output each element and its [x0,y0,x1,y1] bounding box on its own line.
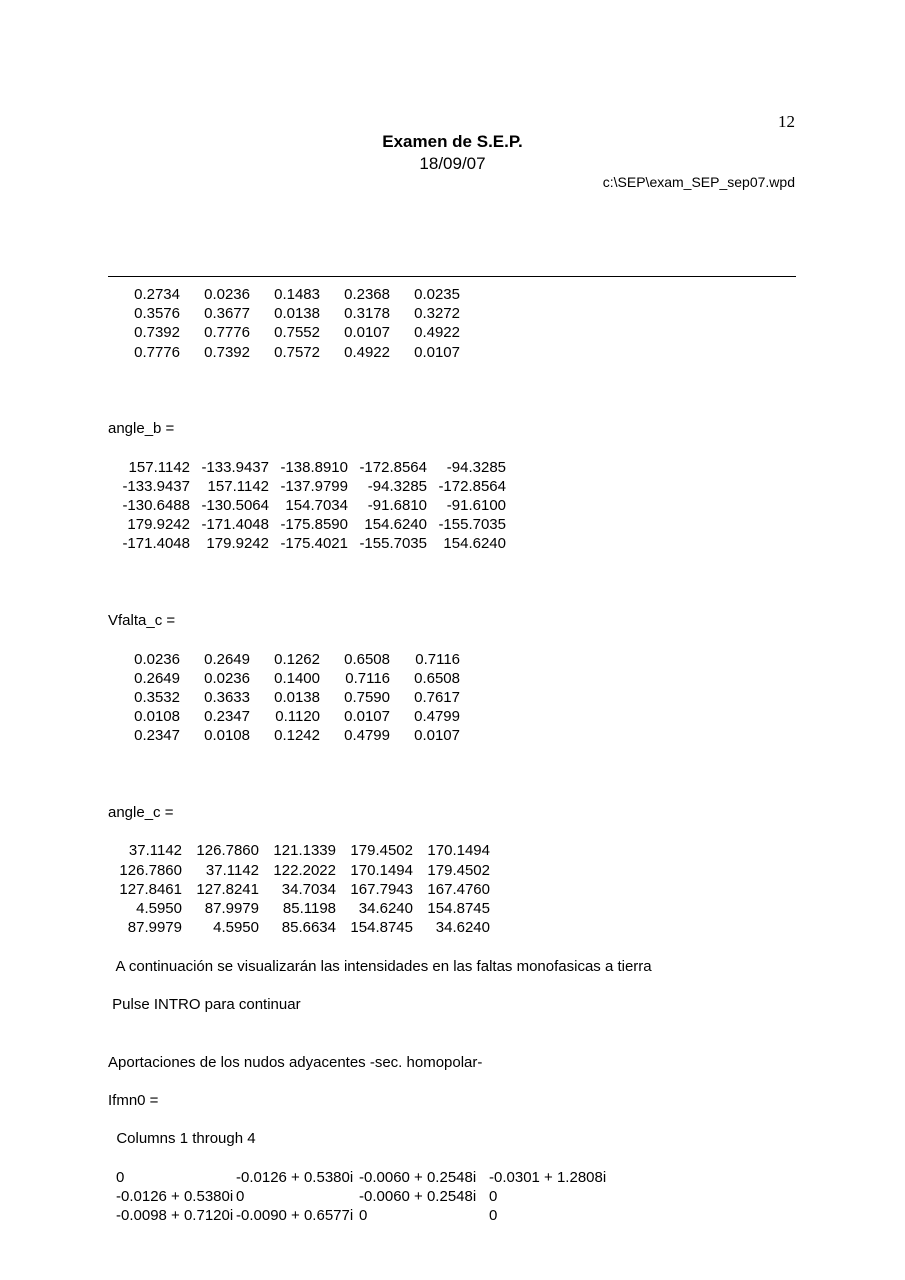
matrix-cell: -133.9437 [122,477,190,495]
matrix-cell: 0.4799 [414,708,460,726]
matrix-cell: -94.3285 [446,458,506,476]
matrix-row [108,669,652,688]
matrix-row [108,304,652,323]
matrix-cell: 0.2347 [134,727,180,745]
ifmn0-matrix [108,1168,652,1226]
matrix-row [108,1206,652,1225]
matrix-cell: 37.1142 [205,861,259,879]
matrix-cell: 0.7392 [204,343,250,361]
matrix-cell: 0.0107 [414,727,460,745]
matrix-cell: 87.9979 [204,900,259,918]
matrix-cell: -130.5064 [201,497,269,515]
matrix-cell: -175.8590 [280,516,348,534]
matrix-row [108,841,652,860]
matrix-cell: 0.3272 [414,305,460,323]
matrix-row [108,688,652,707]
matrix-row [108,707,652,726]
matrix-cell: 0.0236 [204,286,250,303]
angle-b-matrix [108,458,652,554]
matrix-row [108,323,652,342]
matrix-cell: 34.6240 [435,919,490,937]
matrix-row [108,861,652,880]
matrix-cell: 179.9242 [206,535,269,553]
matrix-cell: 0.3576 [134,305,180,323]
matrix-cell: 126.7860 [119,861,182,879]
matrix-cell: 0.7617 [414,688,460,706]
matrix-cell: 0.0108 [134,708,180,726]
matrix-cell: 167.7943 [350,880,413,898]
matrix-cell: 0.4922 [344,343,390,361]
matrix-cell: 0.0138 [274,688,320,706]
matrix-cell: 0.2734 [134,286,180,303]
matrix-cell: -0.0090 + 0.6577i [236,1207,354,1225]
matrix-row [108,918,652,937]
matrix-cell: 0.2368 [344,286,390,303]
page-date: 18/09/07 [419,154,486,173]
matrix-cell: 0 [489,1207,498,1225]
matrix-cell: 0 [489,1187,498,1205]
matrix-cell: 0.0107 [344,708,390,726]
matrix-top [108,285,652,362]
matrix-cell: 127.8241 [196,880,259,898]
matrix-cell: 121.1339 [273,842,336,860]
matrix-cell: 85.1198 [282,900,336,918]
ifmn0-label: Ifmn0 = [108,1091,159,1109]
matrix-cell: 0.1242 [274,727,320,745]
matrix-cell: -155.7035 [359,535,427,553]
matrix-cell: 167.4760 [427,880,490,898]
matrix-cell: -91.6810 [367,497,427,515]
matrix-cell: -138.8910 [280,458,348,476]
matrix-cell: 0.0108 [204,727,250,745]
matrix-cell: -0.0060 + 0.2548i [359,1187,477,1205]
matrix-cell: 154.6240 [364,516,427,534]
matrix-cell: 0.7552 [274,324,320,342]
matrix-cell: 0 [116,1168,125,1186]
matrix-cell: -0.0301 + 1.2808i [489,1168,607,1186]
matrix-cell: -133.9437 [201,458,269,476]
matrix-cell: -94.3285 [367,477,427,495]
file-path: c:\SEP\exam_SEP_sep07.wpd [602,174,795,190]
matrix-cell: 34.6240 [358,900,413,918]
matrix-cell: -172.8564 [438,477,506,495]
matrix-cell: 0.2347 [204,708,250,726]
matrix-row [108,1187,652,1206]
matrix-cell: 0 [236,1187,245,1205]
matrix-cell: 127.8461 [119,880,182,898]
matrix-cell: 34.7034 [281,880,336,898]
matrix-cell: 0.2649 [134,669,180,687]
matrix-cell: -155.7035 [438,516,506,534]
matrix-cell: 0.7572 [274,343,320,361]
matrix-cell: -0.0126 + 0.5380i [116,1187,234,1205]
matrix-cell: -130.6488 [122,497,190,515]
matrix-cell: 0.7776 [204,324,250,342]
matrix-cell: 0.6508 [414,669,460,687]
matrix-row [108,285,652,304]
matrix-cell: 0.0236 [204,669,250,687]
matrix-cell: -0.0060 + 0.2548i [359,1168,477,1186]
matrix-cell: 0.1262 [274,650,320,668]
matrix-cell: 0.3633 [204,688,250,706]
matrix-row [108,1168,652,1187]
matrix-cell: 37.1142 [128,842,182,860]
message-press-enter: Pulse INTRO para continuar [108,995,301,1013]
matrix-cell: 122.2022 [273,861,336,879]
vfalta-c-matrix [108,650,652,746]
matrix-cell: -137.9799 [280,477,348,495]
matrix-cell: -91.6100 [446,497,506,515]
matrix-row [108,880,652,899]
matrix-cell: 0.7116 [345,669,390,687]
matrix-cell: 0.7392 [134,324,180,342]
matrix-row [108,515,652,534]
matrix-cell: 170.1494 [427,842,490,860]
matrix-cell: 0 [359,1207,368,1225]
matrix-cell: 4.5950 [136,900,182,918]
matrix-cell: 0.7590 [344,688,390,706]
matrix-cell: -172.8564 [359,458,427,476]
page-number: 12 [778,112,795,131]
matrix-row [108,477,652,496]
matrix-cell: -175.4021 [280,535,348,553]
header-rule [108,276,796,277]
matrix-cell: 154.7034 [285,497,348,515]
matrix-cell: 0.1120 [275,708,320,726]
matrix-cell: 0.7776 [134,343,180,361]
matrix-cell: 0.1483 [274,286,320,303]
matrix-cell: 157.1142 [128,458,190,476]
angle-c-matrix [108,841,652,937]
matrix-cell: 0.4922 [414,324,460,342]
matrix-cell: 0.0107 [414,343,460,361]
document-body [108,285,652,1225]
matrix-cell: 157.1142 [207,477,269,495]
matrix-cell: 126.7860 [196,842,259,860]
matrix-cell: 0.0236 [134,650,180,668]
angle-c-label: angle_c = [108,804,174,822]
matrix-cell: 0.0138 [274,305,320,323]
matrix-cell: 0.6508 [344,650,390,668]
matrix-cell: 0.0235 [414,286,460,303]
matrix-row [108,650,652,669]
matrix-cell: 0.3677 [204,305,250,323]
matrix-cell: 170.1494 [350,861,413,879]
matrix-cell: 0.3532 [134,688,180,706]
matrix-cell: 154.8745 [350,919,413,937]
matrix-cell: 179.9242 [127,516,190,534]
matrix-cell: -0.0098 + 0.7120i [116,1207,234,1225]
matrix-row [108,458,652,477]
matrix-cell: 154.8745 [427,900,490,918]
matrix-row [108,496,652,515]
matrix-row [108,899,652,918]
page-title: Examen de S.E.P. [382,132,523,151]
matrix-cell: -171.4048 [201,516,269,534]
matrix-cell: 0.3178 [344,305,390,323]
matrix-cell: -0.0126 + 0.5380i [236,1168,354,1186]
columns-label: Columns 1 through 4 [108,1130,256,1148]
matrix-cell: 87.9979 [127,919,182,937]
message-continuation: A continuación se visualizarán las intensidades en las faltas monofasicas a tierra [108,957,652,975]
matrix-cell: 85.6634 [281,919,336,937]
matrix-cell: 0.1400 [274,669,320,687]
angle-b-label: angle_b = [108,420,175,438]
matrix-cell: 0.4799 [344,727,390,745]
matrix-row [108,534,652,553]
matrix-cell: 154.6240 [443,535,506,553]
matrix-cell: 0.2649 [204,650,250,668]
matrix-cell: 179.4502 [350,842,413,860]
section-title: Aportaciones de los nudos adyacentes -sec. homopolar- [108,1053,483,1071]
matrix-row [108,726,652,745]
matrix-cell: 0.0107 [344,324,390,342]
vfalta-c-label: Vfalta_c = [108,612,176,630]
matrix-cell: 0.7116 [415,650,460,668]
matrix-cell: 4.5950 [213,919,259,937]
matrix-cell: 179.4502 [427,861,490,879]
matrix-row [108,343,652,362]
matrix-cell: -171.4048 [122,535,190,553]
